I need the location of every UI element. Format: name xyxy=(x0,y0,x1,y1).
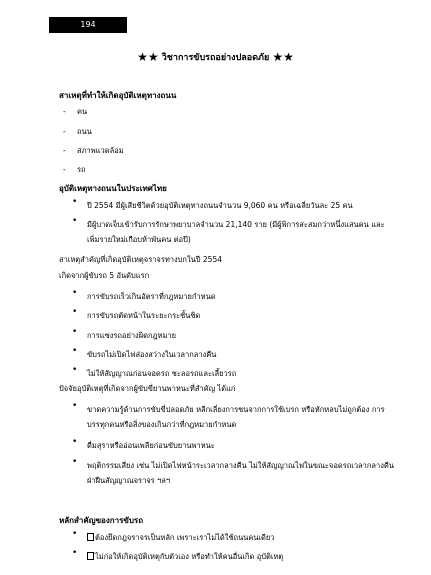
list-item: • ไม่ก่อให้เกิดอุบัติเหตุกับตัวเอง หรือทำให้คนอื่นเกิด อุบัติเหตุ xyxy=(72,548,284,561)
page-title xyxy=(0,50,431,64)
list-item: - คน xyxy=(63,107,88,116)
list-item: • ดื่มสุราหรืออ่อนเพลียก่อนขับยานพาหนะ xyxy=(72,437,215,450)
list-item: - สภาพแวดล้อม xyxy=(63,146,124,155)
star-icon: ★★ xyxy=(137,50,159,64)
list-item: • ไม่ให้สัญญาณก่อนจอดรถ ชะลอรถและเลี้ยวรถ xyxy=(72,365,237,378)
checkbox-icon xyxy=(87,533,94,541)
list-item: - ถนน xyxy=(63,127,92,136)
list-item: - รถ xyxy=(63,165,86,174)
paragraph-causes-2554: สาเหตุสำคัญที่เกิดอุบัติเหตุจราจรทางบกในปี 2554 xyxy=(59,255,222,264)
list-item: • มีผู้บาดเจ็บเข้ารับการรักษาพยาบาลจำนวน 21,140 ราย (มีผู้พิการสะสมกว่าหนึ่งแสนคน และ เพิ่มรายใหม่เกือบห้าพันคน ต่อปี) xyxy=(72,216,385,244)
list-item: • การขับรถเร็วเกินอัตราที่กฎหมายกำหนด xyxy=(72,288,216,301)
list-item: • พฤติกรรมเสี่ยง เช่น ไม่เปิดไฟหน้าระเวลากลางคืน ไม่ให้สัญญาณไฟในขณะจอดรถเวลากลางคืน ฝ่าฝืนสัญญาณจราจร ฯลฯ xyxy=(72,457,395,485)
page-number: 194 xyxy=(49,17,127,33)
list-item: • การแซงรถอย่างผิดกฎหมาย xyxy=(72,327,177,340)
checkbox-icon xyxy=(87,552,94,560)
list-item: • ขาดความรู้ด้านการขับขี่ปลอดภัย หลีกเลี่ยงการชนจากการใช้เบรก หรือหักหลบไม่ถูกต้อง การ บรรทุกคนหรือสิ่งของเกินกว่าที่กฎหมายกำหนด xyxy=(72,401,385,429)
list-item: • การขับรถตัดหน้าในระยะกระชั้นชิด xyxy=(72,307,201,320)
list-item: • ขับรถไม่เปิดไฟส่องสว่างในเวลากลางคืน xyxy=(72,346,217,359)
title-text: วิชาการขับรถอย่างปลอดภัย xyxy=(161,53,270,63)
section-heading-causes: สาเหตุที่ทำให้เกิดอุบัติเหตุทางถนน xyxy=(59,91,177,100)
paragraph-factors-intro: ปัจจัยอุบัติเหตุที่เกิดจากผู้ขับขี่ยานพาหนะที่สำคัญ ได้แก่ xyxy=(59,384,236,393)
section-heading-thailand: อุบัติเหตุทางถนนในประเทศไทย xyxy=(59,184,167,193)
star-icon: ★★ xyxy=(272,50,294,64)
section-heading-principles: หลักสำคัญของการขับรถ xyxy=(59,516,144,525)
paragraph-driver-intro: เกิดจากผู้ขับรถ 5 อันดับแรก xyxy=(59,271,150,280)
list-item: • ปี 2554 มีผู้เสียชีวิตด้วยอุบัติเหตุทางถนนจำนวน 9,060 คน หรือเฉลี่ยวันละ 25 คน xyxy=(72,197,353,210)
list-item: • ต้องยึดกฎจราจรเป็นหลัก เพราะเราไม่ได้ใช้ถนนคนเดียว xyxy=(72,529,275,542)
